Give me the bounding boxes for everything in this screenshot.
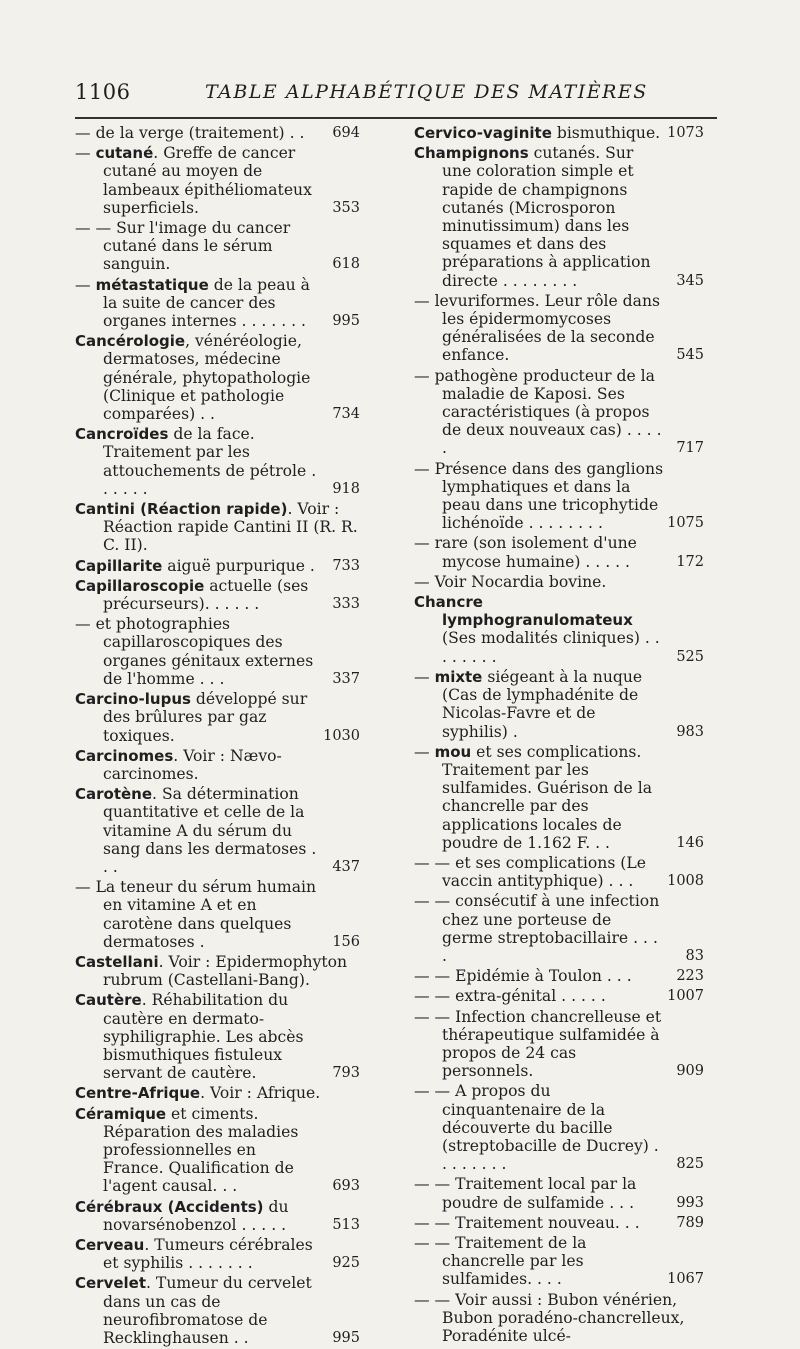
entry-description: et ciments. Réparation des maladies professionnelles en France. Qualification de l'agent causal. . .	[103, 1104, 299, 1196]
entry-page-number: 437	[332, 858, 360, 875]
entry-description: actuelle (ses précurseurs). . . . . .	[103, 576, 309, 614]
index-entry	[75, 747, 360, 783]
entry-text	[414, 1175, 664, 1212]
entry-page-number: 1073	[667, 125, 704, 141]
entry-keyword: Champignons	[414, 144, 529, 163]
index-entry	[75, 219, 360, 274]
entry-keyword: Carcino-lupus	[75, 690, 191, 709]
entry-description: du novarsénobenzol . . . . .	[103, 1197, 289, 1234]
entry-page-number: 733	[332, 557, 360, 574]
entry-description: . Voir : Réaction rapide Cantini II (R. R. C. II).	[103, 500, 358, 555]
index-entry	[414, 367, 704, 458]
entry-description: et ses complications (Le vaccin antityphique) . . .	[442, 853, 646, 891]
entry-description: développé sur des brûlures par gaz toxiques.	[103, 690, 308, 745]
index-entry	[75, 577, 360, 613]
index-entry	[75, 500, 360, 555]
index-entry	[414, 1291, 704, 1346]
entry-description: rare (son isolement d'une mycose humaine) . . . . .	[434, 534, 637, 571]
entry-page-number: 918	[332, 480, 360, 497]
entry-text	[75, 275, 320, 331]
entry-page-number: 223	[676, 968, 704, 985]
entry-keyword: Capillaroscopie	[75, 576, 205, 595]
entry-text	[414, 366, 664, 458]
entry-page-number: 525	[676, 648, 704, 665]
entry-dash: — —	[414, 967, 456, 986]
entry-keyword: Carotène	[75, 785, 153, 804]
entry-page-number: 172	[676, 553, 704, 570]
entry-keyword: Centre-Afrique	[75, 1084, 201, 1103]
entry-text	[414, 1233, 664, 1289]
entry-text	[414, 459, 664, 533]
entry-dash: —	[75, 275, 96, 294]
entry-page-number: 345	[676, 272, 704, 289]
entry-keyword: Cerveau	[75, 1235, 145, 1254]
entry-page-number: 337	[332, 670, 360, 687]
entry-text	[75, 615, 320, 688]
entry-text	[414, 144, 664, 290]
running-title: TABLE ALPHABÉTIQUE DES MATIÈRES	[205, 81, 648, 103]
index-entry	[414, 1214, 704, 1232]
entry-page-number: 717	[676, 440, 704, 457]
entry-page-number: 333	[332, 596, 360, 613]
entry-description: . Tumeur du cervelet dans un cas de neurofibromatose de Recklinghausen . .	[103, 1274, 312, 1347]
entry-keyword: cutané	[95, 144, 154, 163]
entry-description: Voir aussi : Bubon vénérien, Bubon poradéno-chancrelleux, Poradénite ulcé-	[442, 1290, 685, 1345]
entry-text	[414, 667, 664, 741]
entry-description: de la peau à la suite de cancer des organes internes . . . . . . .	[103, 275, 310, 331]
entry-page-number: 545	[676, 347, 704, 364]
entry-text	[414, 291, 664, 365]
index-entry	[75, 124, 360, 142]
entry-dash: — —	[414, 1233, 456, 1252]
entry-dash: —	[75, 615, 96, 634]
entry-page-number: 909	[676, 1063, 704, 1080]
entry-page-number: 925	[332, 1255, 360, 1272]
index-entry	[414, 1234, 704, 1289]
entry-description: . Tumeurs cérébrales et syphilis . . . . . . .	[103, 1235, 313, 1273]
entry-text	[75, 1274, 320, 1347]
index-entry	[414, 1082, 704, 1173]
entry-keyword: Capillarite	[75, 556, 163, 575]
index-entry	[75, 557, 360, 575]
entry-dash: —	[75, 144, 96, 163]
entry-description: A propos du cinquantenaire de la découverte du bacille (streptobacille de Ducrey) . . . . . . . .	[442, 1082, 659, 1174]
entry-dash: —	[414, 534, 435, 553]
index-column-left	[75, 124, 360, 1349]
entry-dash: —	[414, 291, 435, 310]
entry-text	[414, 1213, 664, 1232]
entry-dash: — —	[414, 853, 456, 872]
entry-dash: — —	[414, 892, 456, 911]
entry-dash: —	[414, 572, 435, 591]
entry-text	[75, 1084, 360, 1103]
entry-keyword: mou	[434, 742, 472, 761]
page-header	[75, 78, 717, 108]
index-entry	[75, 276, 360, 331]
entry-description: et photographies capillaroscopiques des organes génitaux externes de l'homme . . .	[95, 615, 314, 688]
index-entry	[414, 1175, 704, 1211]
entry-text	[75, 1235, 320, 1273]
entry-description: extra-génital . . . . .	[455, 987, 606, 1006]
entry-text	[414, 742, 664, 852]
entry-description: Infection chancrelleuse et thérapeutique sulfamidée à propos de 24 cas personnels.	[442, 1007, 662, 1081]
index-entry	[75, 144, 360, 217]
entry-dash: — —	[414, 1213, 456, 1232]
entry-text	[75, 124, 320, 142]
entry-text	[75, 746, 360, 783]
header-rule	[75, 117, 717, 119]
entry-description: La teneur du sérum humain en vitamine A et en carotène dans quelques dermatoses .	[95, 878, 317, 951]
entry-text	[75, 952, 360, 990]
entry-description: cutanés. Sur une coloration simple et rapide de champignons cutanés (Microsporon minutissimum) dans les squames et dans des préparations à application directe . . . . . . . .	[442, 144, 651, 290]
index-entry	[75, 1274, 360, 1347]
entry-description: . Voir : Epidermophyton rubrum (Castellani-Bang).	[103, 952, 348, 990]
entry-description: . Voir : Afrique.	[200, 1084, 321, 1103]
entry-text	[75, 425, 320, 498]
entry-dash: — —	[414, 1290, 456, 1309]
entry-page-number: 995	[332, 1330, 360, 1346]
index-entry	[414, 892, 704, 965]
entry-text	[75, 1104, 320, 1196]
index-entry	[75, 1105, 360, 1196]
entry-keyword: Cancroïdes	[75, 425, 169, 444]
index-entry	[414, 987, 704, 1005]
index-entry	[414, 124, 704, 142]
entry-description: , vénéréologie, dermatoses, médecine générale, phytopathologie (Clinique et pathologie comparées) . .	[103, 332, 311, 424]
entry-text	[414, 967, 664, 986]
index-entry	[75, 878, 360, 951]
index-column-right	[414, 124, 704, 1347]
entry-keyword: mixte	[434, 667, 483, 686]
entry-dash: —	[414, 459, 435, 478]
entry-page-number: 1030	[323, 727, 360, 744]
index-entry	[414, 743, 704, 852]
entry-dash: —	[75, 878, 96, 897]
entry-text	[75, 556, 320, 575]
entry-text	[75, 332, 320, 424]
entry-text	[414, 124, 664, 142]
entry-page-number: 353	[332, 199, 360, 216]
entry-description: Epidémie à Toulon . . .	[455, 967, 632, 986]
entry-text	[414, 572, 704, 591]
entry-page-number: 156	[332, 933, 360, 950]
entry-text	[75, 785, 320, 876]
entry-text	[75, 500, 360, 555]
entry-text	[75, 878, 320, 951]
index-entry	[414, 967, 704, 985]
entry-keyword: Chancre lymphogranulomateux	[414, 593, 633, 630]
entry-text	[414, 593, 664, 666]
entry-keyword: Cautère	[75, 991, 142, 1010]
index-entry	[75, 615, 360, 688]
entry-dash: —	[414, 742, 435, 761]
entry-page-number: 693	[332, 1178, 360, 1195]
entry-description: levuriformes. Leur rôle dans les épidermomycoses généralisées de la seconde enfance.	[434, 291, 660, 365]
entry-keyword: Céramique	[75, 1104, 167, 1123]
entry-dash: —	[75, 124, 96, 142]
entry-text	[414, 892, 664, 965]
entry-description: Sur l'image du cancer cutané dans le sérum sanguin.	[103, 219, 291, 274]
entry-description: Traitement local par la poudre de sulfamide . . .	[442, 1175, 637, 1212]
entry-page-number: 793	[332, 1065, 360, 1082]
entry-dash: — —	[414, 1007, 456, 1026]
entry-keyword: Castellani	[75, 952, 159, 971]
entry-description: . Greffe de cancer cutané au moyen de lambeaux épithéliomateux superficiels.	[103, 144, 312, 217]
entry-page-number: 513	[332, 1216, 360, 1233]
entry-text	[414, 534, 664, 571]
index-entry	[75, 332, 360, 423]
entry-page-number: 1007	[667, 988, 704, 1005]
index-entry	[75, 991, 360, 1082]
entry-text	[75, 991, 320, 1083]
entry-description: pathogène producteur de la maladie de Kaposi. Ses caractéristiques (à propos de deux nouveaux cas) . . . . .	[434, 366, 662, 458]
entry-description: Traitement nouveau. . .	[455, 1213, 640, 1232]
entry-page-number: 1075	[667, 515, 704, 532]
entry-keyword: Cervelet	[75, 1274, 147, 1293]
entry-dash: — —	[75, 219, 117, 238]
index-entry	[414, 460, 704, 533]
entry-description: . Réhabilitation du cautère en dermato-syphiligraphie. Les abcès bismuthiques fistuleux servant de cautère.	[103, 991, 304, 1083]
index-entry	[75, 785, 360, 876]
index-entry	[414, 534, 704, 570]
index-entry	[414, 593, 704, 666]
index-entry	[75, 1236, 360, 1272]
entry-page-number: 825	[676, 1156, 704, 1173]
entry-description: (Ses modalités cliniques) . . . . . . . .	[442, 629, 660, 666]
entry-text	[414, 987, 664, 1006]
index-entry	[414, 854, 704, 890]
entry-description: consécutif à une infection chez une porteuse de germe streptobacillaire . . . .	[442, 892, 660, 965]
entry-text	[75, 219, 320, 274]
entry-keyword: Cantini (Réaction rapide)	[75, 500, 288, 519]
entry-page-number: 1008	[667, 873, 704, 890]
entry-text	[75, 144, 320, 217]
entry-description: . Sa détermination quantitative et celle de la vitamine A du sérum du sang dans les dermatoses . . .	[103, 785, 317, 876]
index-entry	[414, 292, 704, 365]
entry-description: Voir Nocardia bovine.	[434, 572, 607, 591]
entry-keyword: Cérébraux (Accidents)	[75, 1197, 264, 1216]
entry-page-number: 789	[676, 1214, 704, 1231]
entry-page-number: 83	[685, 947, 704, 964]
index-entry	[75, 1084, 360, 1102]
entry-keyword: Cervico-vaginite	[414, 124, 552, 142]
entry-description: aiguë purpurique .	[162, 556, 315, 575]
entry-dash: —	[414, 667, 435, 686]
entry-keyword: métastatique	[95, 275, 209, 294]
entry-keyword: Cancérologie	[75, 332, 186, 351]
entry-description: Présence dans des ganglions lymphatiques et dans la peau dans une tricophytide lichénoïde . . . . . . . .	[434, 459, 664, 533]
entry-page-number: 993	[676, 1194, 704, 1211]
entry-dash: — —	[414, 1082, 456, 1101]
entry-text	[75, 690, 320, 745]
entry-dash: —	[414, 366, 435, 385]
entry-page-number: 694	[332, 125, 360, 141]
entry-page-number: 734	[332, 406, 360, 423]
entry-description: . Voir : Nævo-carcinomes.	[103, 746, 282, 783]
index-entry	[75, 1198, 360, 1234]
index-entry	[75, 425, 360, 498]
index-entry	[414, 1008, 704, 1081]
index-entry	[414, 144, 704, 290]
entry-dash: — —	[414, 1175, 456, 1194]
index-entry	[414, 573, 704, 591]
entry-text	[75, 1197, 320, 1234]
entry-text	[414, 1007, 664, 1081]
entry-description: et ses complications. Traitement par les sulfamides. Guérison de la chancrelle par des applications locales de poudre de 1.162 F. . .	[442, 742, 653, 852]
index-entry	[75, 690, 360, 745]
index-entry	[414, 668, 704, 741]
entry-page-number: 618	[332, 256, 360, 273]
entry-description: siégeant à la nuque (Cas de lymphadénite de Nicolas-Favre et de syphilis) .	[442, 667, 643, 741]
entry-description: de la verge (traitement) . .	[95, 124, 305, 142]
entry-description: bismuthique.	[551, 124, 661, 142]
entry-text	[414, 1290, 704, 1346]
page-number: 1106	[75, 80, 131, 104]
entry-keyword: Carcinomes	[75, 746, 174, 765]
entry-dash: — —	[414, 987, 456, 1006]
index-entry	[75, 953, 360, 989]
entry-page-number: 995	[332, 313, 360, 330]
entry-page-number: 1067	[667, 1271, 704, 1288]
entry-text	[414, 853, 664, 891]
entry-description: Traitement de la chancrelle par les sulfamides. . . .	[442, 1233, 587, 1289]
entry-description: de la face. Traitement par les attouchements de pétrole . . . . . .	[103, 425, 317, 498]
entry-page-number: 146	[676, 834, 704, 851]
entry-page-number: 983	[676, 723, 704, 740]
entry-text	[75, 576, 320, 614]
entry-text	[414, 1082, 664, 1174]
